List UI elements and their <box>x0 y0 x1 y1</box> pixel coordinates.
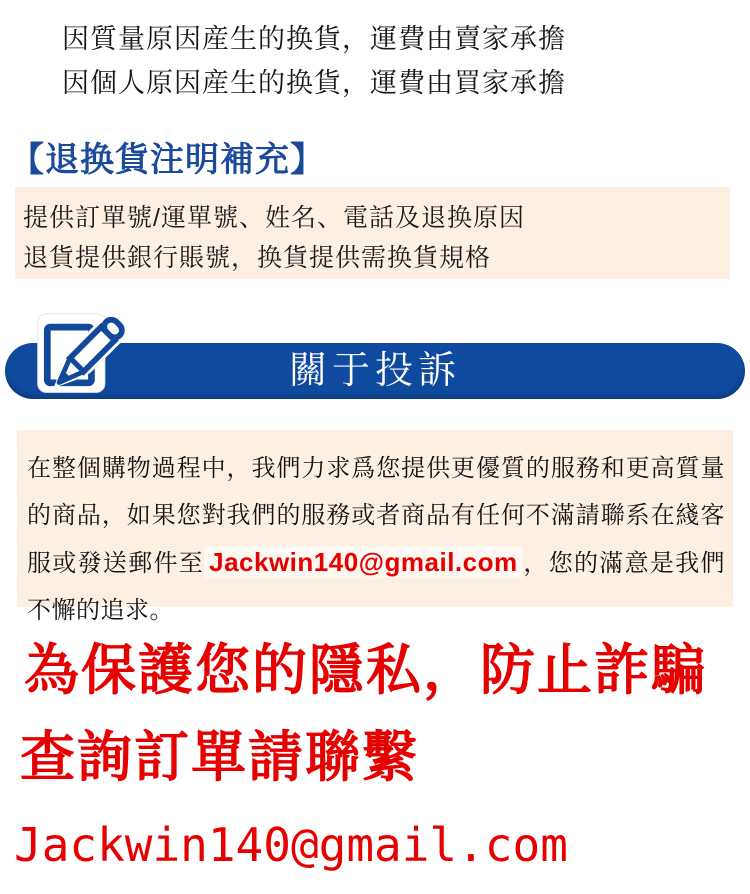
return-supplement-box <box>15 187 730 279</box>
complaint-email-inline: Jackwin140@gmail.com <box>204 546 523 578</box>
complaint-paragraph <box>27 445 725 634</box>
privacy-warning-line1: 為保護您的隱私，防止詐騙 <box>24 639 709 701</box>
privacy-warning-line2: 查詢訂單請聯繫 <box>20 726 420 788</box>
exchange-note-quality: 因質量原因産生的换貨，運費由賣家承擔 <box>62 24 566 54</box>
return-supplement-line: 提供訂單號/運單號、姓名、電話及退换原因 <box>23 204 525 232</box>
contact-email: Jackwin140@gmail.com <box>14 818 568 872</box>
section-title-return-supplement: 【退换貨注明補充】 <box>10 141 325 179</box>
complaint-paragraph-after: ，您的滿意是我們不懈的追求。 <box>27 550 726 624</box>
exchange-note-personal: 因個人原因産生的换貨，運費由買家承擔 <box>62 68 566 98</box>
complaint-banner-title: 關于投訴 <box>288 350 461 392</box>
return-supplement-line: 退貨提供銀行賬號，换貨提供需换貨規格 <box>23 244 492 272</box>
pencil-note-icon <box>30 306 126 402</box>
complaint-box <box>17 430 733 624</box>
complaint-paragraph-before: 在整個購物過程中，我們力求爲您提供更優質的服務和更高質量的商品，如果您對我們的服務或者商品有任何不滿請聯系在綫客服或發送郵件至 <box>27 455 725 577</box>
